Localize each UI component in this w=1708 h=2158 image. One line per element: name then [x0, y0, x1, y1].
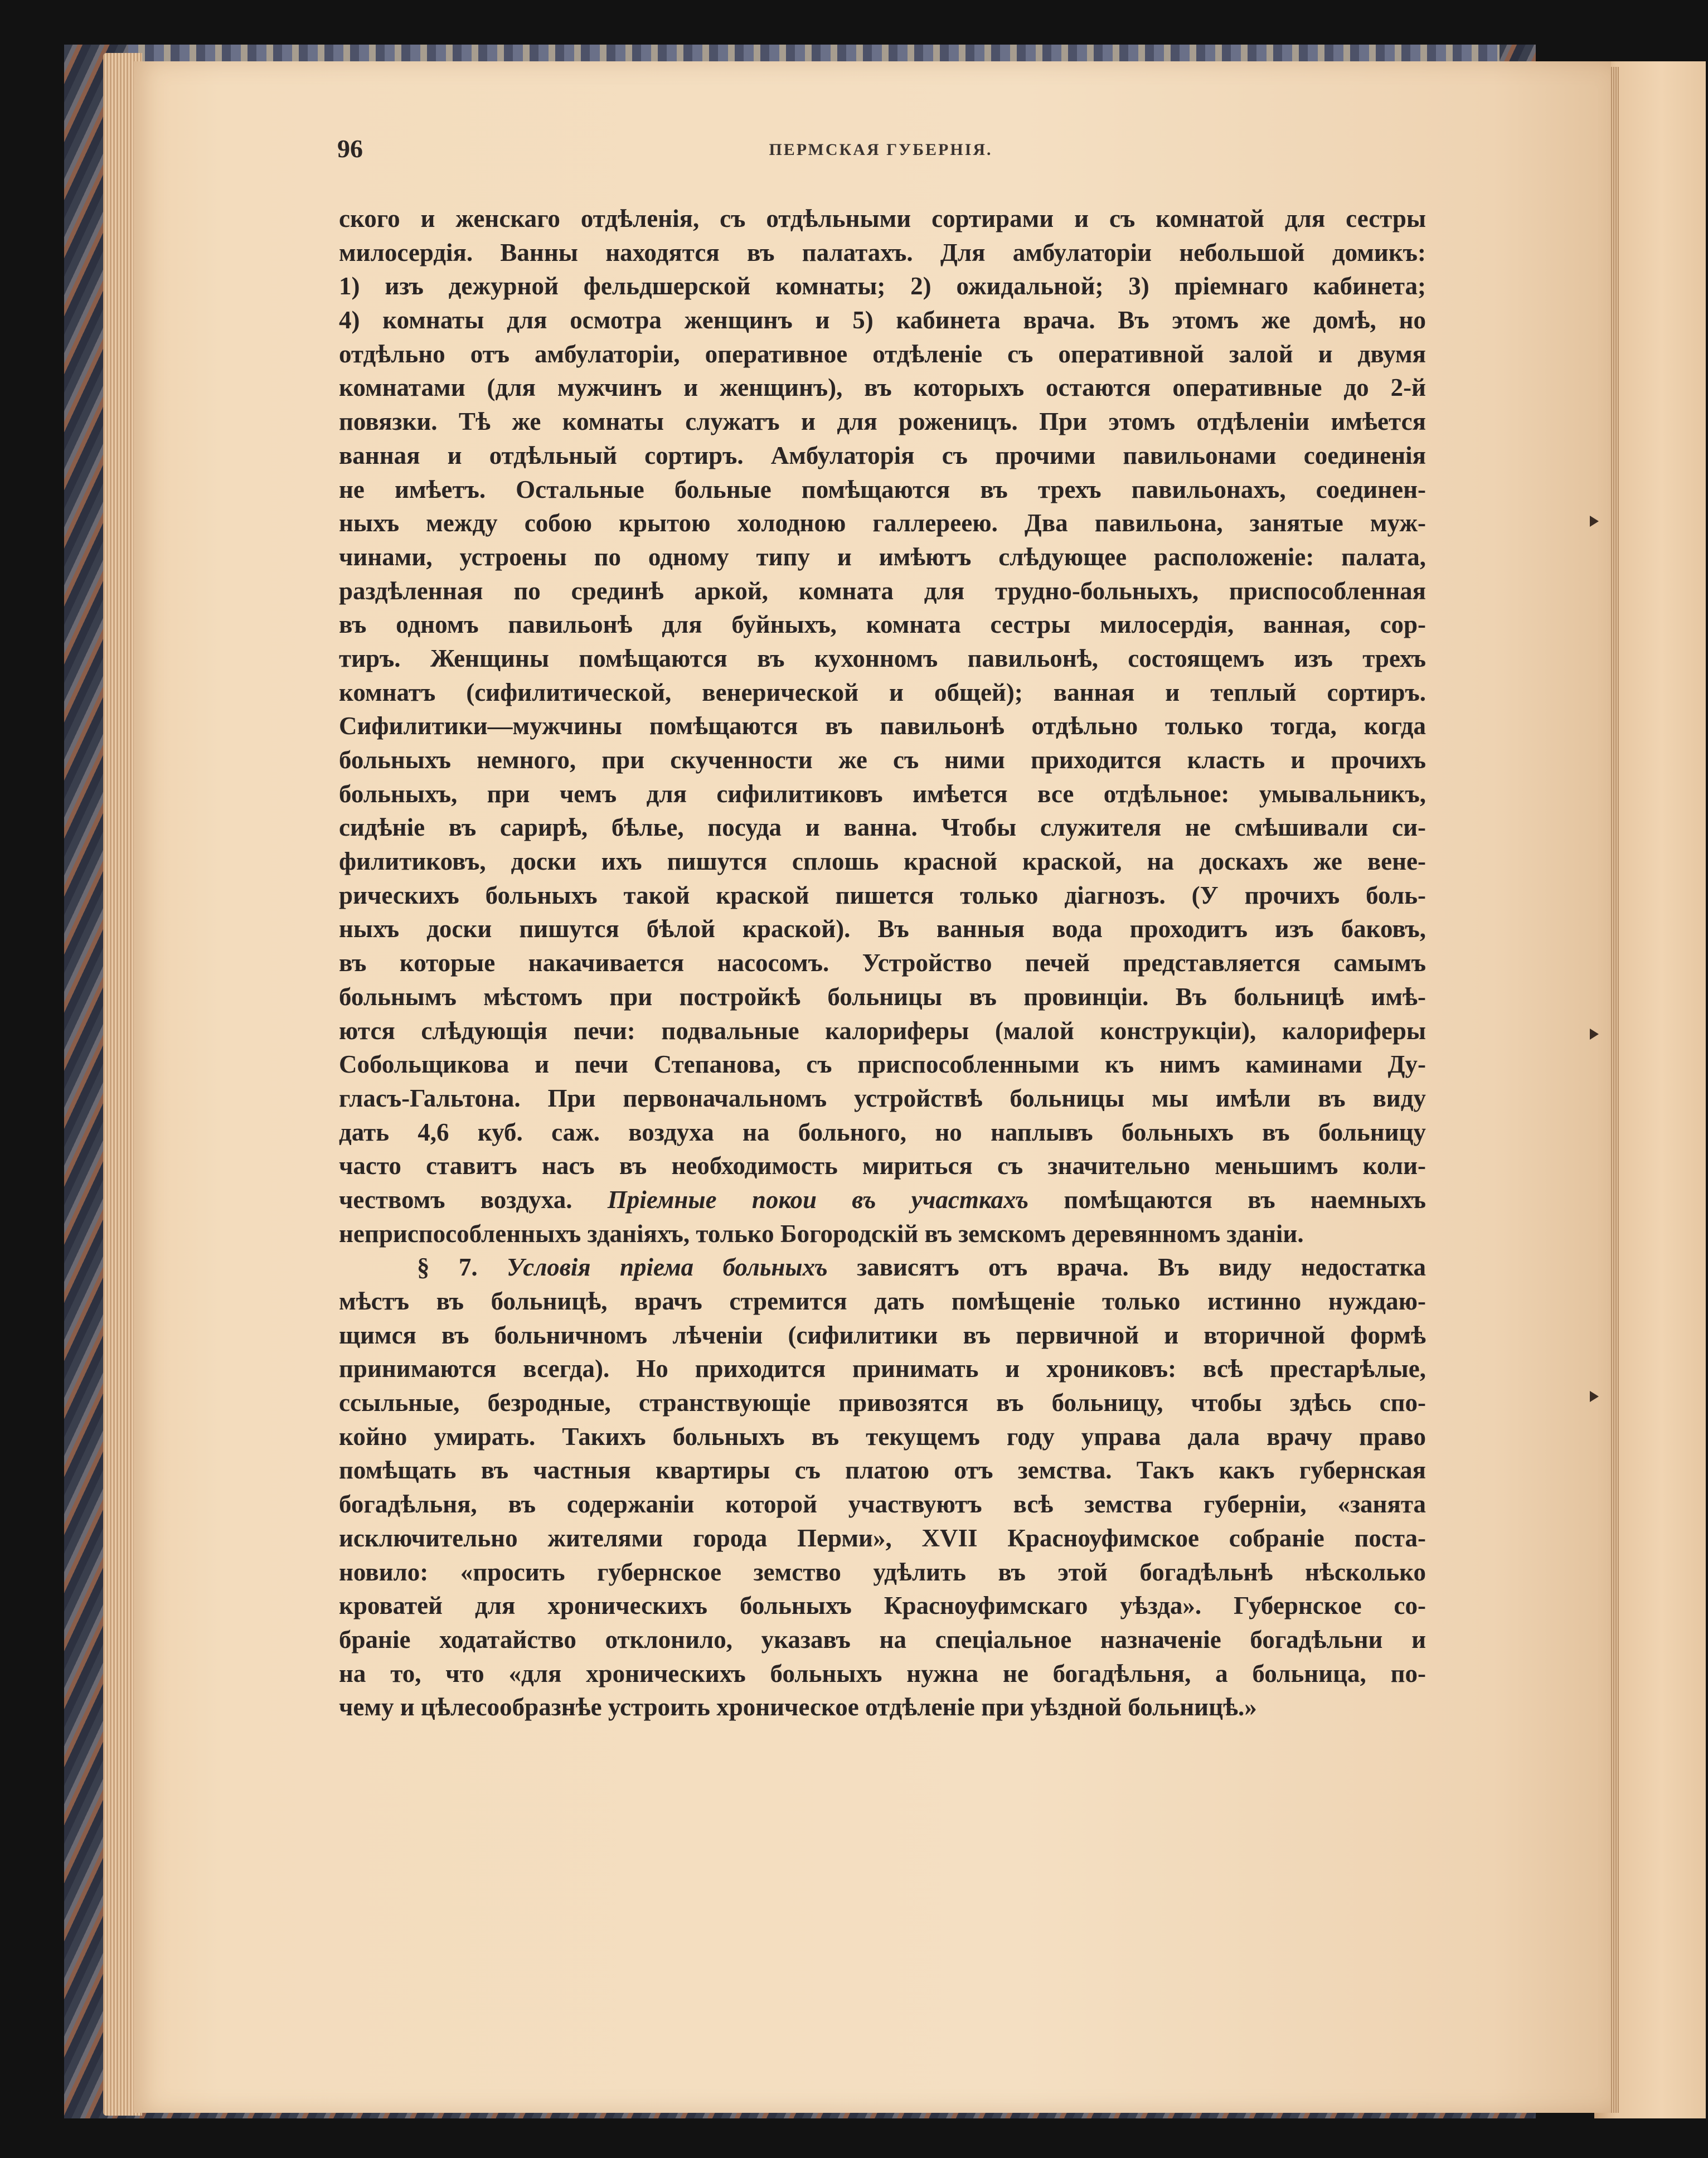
text-line: ныхъ доски пишутся бѣлой краской). Въ ванныя вода проходитъ изъ баковъ, — [339, 915, 1426, 943]
text-line: новило: «просить губернское земство удѣлить въ этой богадѣльнѣ нѣсколько — [339, 1558, 1426, 1586]
text-line: исключительно жителями города Перми», XVII Красноуфимское собраніе поста- — [339, 1524, 1426, 1552]
text-line: милосердія. Ванны находятся въ палатахъ. Для амбулаторіи небольшой домикъ: — [339, 238, 1426, 266]
text-run: зависятъ отъ врача. Въ виду недостатка — [827, 1253, 1426, 1282]
text-line: комнатами (для мужчинъ и женщинъ), въ которыхъ остаются оперативные до 2-й — [339, 374, 1426, 402]
text-line: койно умирать. Такихъ больныхъ въ текущемъ году управа дала врачу право — [339, 1422, 1426, 1451]
text-line: чему и цѣлесообразнѣе устроить хроническое отдѣленіе при уѣздной больницѣ.» — [339, 1693, 1257, 1721]
text-line: въ одномъ павильонѣ для буйныхъ, комната сестры милосердія, ванная, сор- — [339, 610, 1426, 639]
text-line: въ которые накачивается насосомъ. Устройство печей представляется самымъ — [339, 949, 1426, 977]
page-header — [337, 134, 1424, 167]
section-mark: § 7. — [417, 1253, 507, 1282]
text-line: раздѣленная по срединѣ аркой, комната для трудно-больныхъ, приспособленная — [339, 576, 1426, 605]
text-line: комнатъ (сифилитической, венерической и общей); ванная и теплый сортиръ. — [339, 678, 1426, 706]
text-line: больныхъ немного, при скученности же съ ними приходится класть и прочихъ — [339, 746, 1426, 774]
text-line: помѣщать въ частныя квартиры съ платою отъ земства. Такъ какъ губернская — [339, 1456, 1426, 1485]
text-line: 4) комнаты для осмотра женщинъ и 5) кабинета врача. Въ этомъ же домѣ, но — [339, 306, 1426, 334]
text-line: ссыльные, безродные, странствующіе привозятся въ больницу, чтобы здѣсь спо- — [339, 1389, 1426, 1417]
text-line: богадѣльня, въ содержаніи которой участвуютъ всѣ земства губерніи, «занята — [339, 1490, 1426, 1519]
page-edge-tab — [1590, 1391, 1599, 1402]
text-line: Собольщикова и печи Степанова, съ приспособленными къ нимъ каминами Ду- — [339, 1050, 1426, 1079]
text-line: больныхъ, при чемъ для сифилитиковъ имѣется все отдѣльное: умывальникъ, — [339, 779, 1426, 808]
text-line: гласъ-Гальтона. При первоначальномъ устройствѣ больницы мы имѣли въ виду — [339, 1084, 1426, 1112]
text-line: часто ставитъ насъ въ необходимость мириться съ значительно меньшимъ коли- — [339, 1152, 1426, 1180]
text-run: помѣщаются въ наемныхъ — [1028, 1185, 1426, 1214]
page-edge-tab — [1590, 516, 1599, 527]
text-line: ныхъ между собою крытою холодною галлереею. Два павильона, занятые муж- — [339, 509, 1426, 537]
section-heading-line — [339, 1250, 1426, 1284]
text-line: ского и женскаго отдѣленія, съ отдѣльными сортирами и съ комнатой для сестры — [339, 205, 1426, 232]
text-line: 1) изъ дежурной фельдшерской комнаты; 2) ожидальной; 3) пріемнаго кабинета; — [339, 272, 1426, 300]
text-line: не имѣетъ. Остальные больные помѣщаются въ трехъ павильонахъ, соединен- — [339, 475, 1426, 503]
text-line: сидѣніе въ сарирѣ, бѣлье, посуда и ванна. Чтобы служителя не смѣшивали си- — [339, 813, 1426, 842]
facing-page-leaves — [1611, 67, 1619, 2113]
text-line: отдѣльно отъ амбулаторіи, оперативное отдѣленіе съ оперативной залой и двумя — [339, 340, 1426, 368]
text-line-mixed — [339, 1183, 1426, 1217]
text-line: дать 4,6 куб. саж. воздуха на больного, но наплывъ больныхъ въ больницу — [339, 1118, 1426, 1146]
text-line: Сифилитики—мужчины помѣщаются въ павильонѣ отдѣльно только тогда, когда — [339, 712, 1426, 740]
text-line: больнымъ мѣстомъ при постройкѣ больницы въ провинціи. Въ больницѣ имѣ- — [339, 982, 1426, 1011]
text-line: чинами, устроены по одному типу и имѣютъ слѣдующее расположеніе: палата, — [339, 542, 1426, 571]
italic-term: Условія пріема больныхъ — [507, 1253, 828, 1282]
text-line: ются слѣдующія печи: подвальные калориферы (малой конструкціи), калориферы — [339, 1016, 1426, 1045]
page-number: 96 — [337, 134, 363, 163]
text-line: рическихъ больныхъ такой краской пишется только діагнозъ. (У прочихъ боль- — [339, 881, 1426, 909]
text-line: на то, что «для хроническихъ больныхъ нужна не богадѣльня, а больница, по- — [339, 1659, 1426, 1687]
text-line: принимаются всегда). Но приходится принимать и хрониковъ: всѣ престарѣлые, — [339, 1355, 1426, 1383]
text-line: филитиковъ, доски ихъ пишутся сплошь красной краской, на доскахъ же вене- — [339, 847, 1426, 876]
text-line: щимся въ больничномъ лѣченіи (сифилитики въ первичной и вторичной формѣ — [339, 1321, 1426, 1349]
text-line: кроватей для хроническихъ больныхъ Красноуфимскаго уѣзда». Губернское со- — [339, 1592, 1426, 1620]
text-line: браніе ходатайство отклонило, указавъ на спеціальное назначеніе богадѣльни и — [339, 1625, 1426, 1653]
text-line: повязки. Тѣ же комнаты служатъ и для роженицъ. При этомъ отдѣленіи имѣется — [339, 408, 1426, 436]
text-line: неприспособленныхъ зданіяхъ, только Богородскій въ земскомъ деревянномъ зданіи. — [339, 1219, 1304, 1248]
page-edge-tab — [1590, 1029, 1599, 1040]
text-line: мѣстъ въ больницѣ, врачъ стремится дать помѣщеніе только истинно нуждаю- — [339, 1287, 1426, 1315]
running-head: ПЕРМСКАЯ ГУБЕРНІЯ. — [769, 140, 993, 159]
text-line: тиръ. Женщины помѣщаются въ кухонномъ павильонѣ, состоящемъ изъ трехъ — [339, 644, 1426, 672]
body-text — [339, 202, 1426, 1724]
italic-term: Пріемные покои въ участкахъ — [607, 1185, 1029, 1214]
text-line: ванная и отдѣльный сортиръ. Амбулаторія съ прочими павильонами соединенія — [339, 441, 1426, 469]
text-run: чествомъ воздуха. — [339, 1185, 608, 1214]
